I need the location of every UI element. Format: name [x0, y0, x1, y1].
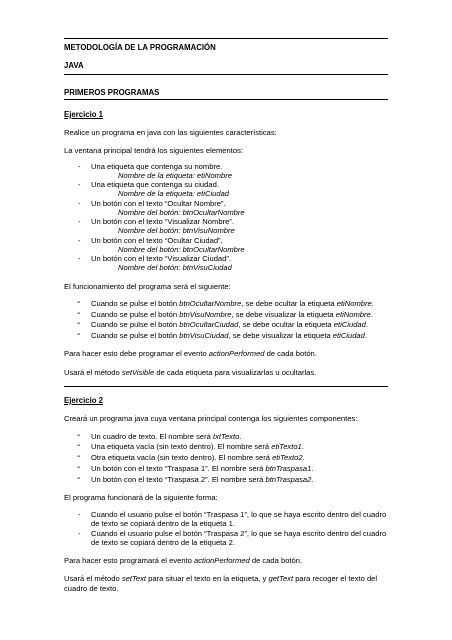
document-header — [64, 38, 388, 75]
list-item: - Un botón con el texto “Visualizar Ciudad”. Nombre del botón: btnVisuCiudad — [64, 254, 388, 273]
exercise-2-func-text: El programa funcionará de la siguiente forma: — [64, 492, 218, 502]
exercise-2-funcs — [64, 510, 388, 547]
exercise-1-title: Ejercicio 1 — [64, 109, 104, 119]
list-item: - Una etiqueta que contenga su nombre. Nombre de la etiqueta: etiNombre — [64, 162, 388, 181]
exercise-1-intro: Realice un programa en java con las siguientes características: — [64, 128, 277, 137]
list-item: - Un botón con el texto “Traspasa 1”. El nombre será btnTraspasa1. — [64, 464, 388, 473]
list-item: - Un cuadro de texto. El nombre será txtTexto. — [64, 432, 388, 441]
list-item: - Cuando se pulse el botón btnOcultarNombre, se debe ocultar la etiqueta etiNombre. — [64, 299, 388, 308]
list-item: - Un botón con el texto “Traspasa 2”. El nombre será btnTraspasa2. — [64, 475, 388, 484]
list-item: - Cuando se pulse el botón btnOcultarCiudad, se debe ocultar la etiqueta etiCiudad. — [64, 320, 388, 329]
list-item: - Un botón con el texto “Visualizar Nombre”. Nombre del botón: btnVisuNombre — [64, 217, 388, 236]
list-item: - Una etiqueta vacía (sin texto dentro). El nombre será etiTexto1. — [64, 442, 388, 451]
exercise-1-behaviors — [64, 299, 388, 341]
section-title: PRIMEROS PROGRAMAS — [64, 88, 388, 100]
list-item: - Otra etiqueta vacía (sin texto dentro). El nombre será etiTexto2. — [64, 453, 388, 462]
exercise-1-event-text: Para hacer esto debe programar el evento actionPerformed de cada botón. — [64, 349, 317, 359]
exercise-1-method-text: Usará el método setVisible de cada etiqueta para visualizarlas u ocultarlas. — [64, 367, 317, 377]
list-item: - Una etiqueta que contenga su ciudad. Nombre de la etiqueta: etiCiudad — [64, 180, 388, 199]
exercise-1-elements — [64, 162, 388, 273]
exercise-1-window-text: La ventana principal tendrá los siguientes elementos: — [64, 146, 243, 156]
divider — [64, 386, 388, 387]
list-item: - Un botón con el texto “Ocultar Ciudad”. Nombre del botón: btnOcultarNombre — [64, 236, 388, 255]
header-course: METODOLOGÍA DE LA PROGRAMACIÓN — [64, 43, 216, 52]
list-item: - Un botón con el texto “Ocultar Nombre”. Nombre del botón: btnOcultarNombre — [64, 199, 388, 218]
list-item: - Cuando se pulse el botón btnVisuCiudad, se debe visualizar la etiqueta etiCiudad. — [64, 331, 388, 340]
list-item: - Cuando el usuario pulse el botón “Traspasa 2”, lo que se haya escrito dentro del cuadro de texto se copiará dentro de la etiqueta 2. — [64, 529, 388, 548]
list-item: - Cuando se pulse el botón btnVisuNombre, se debe visualizar la etiqueta etiNombre. — [64, 310, 388, 319]
exercise-2-method-text: Usará el método setText para situar el texto en la etiqueta, y getText para recoger el texto del cuadro de texto. — [64, 574, 378, 593]
header-language: JAVA — [64, 60, 84, 70]
exercise-2-intro: Creará un programa java cuya ventana principal contenga los siguientes componentes: — [64, 414, 358, 424]
exercise-2-components — [64, 432, 388, 484]
exercise-2-title: Ejercicio 2 — [64, 395, 104, 405]
exercise-2-event-text: Para hacer esto programará el evento actionPerformed de cada botón. — [64, 556, 303, 565]
document-page — [64, 38, 388, 593]
list-item: - Cuando el usuario pulse el botón “Traspasa 1”, lo que se haya escrito dentro del cuadro de texto se copiará dentro de la etiqueta 1. — [64, 510, 388, 529]
exercise-1-behavior-text: El funcionamiento del programa será el siguiente: — [64, 281, 231, 291]
